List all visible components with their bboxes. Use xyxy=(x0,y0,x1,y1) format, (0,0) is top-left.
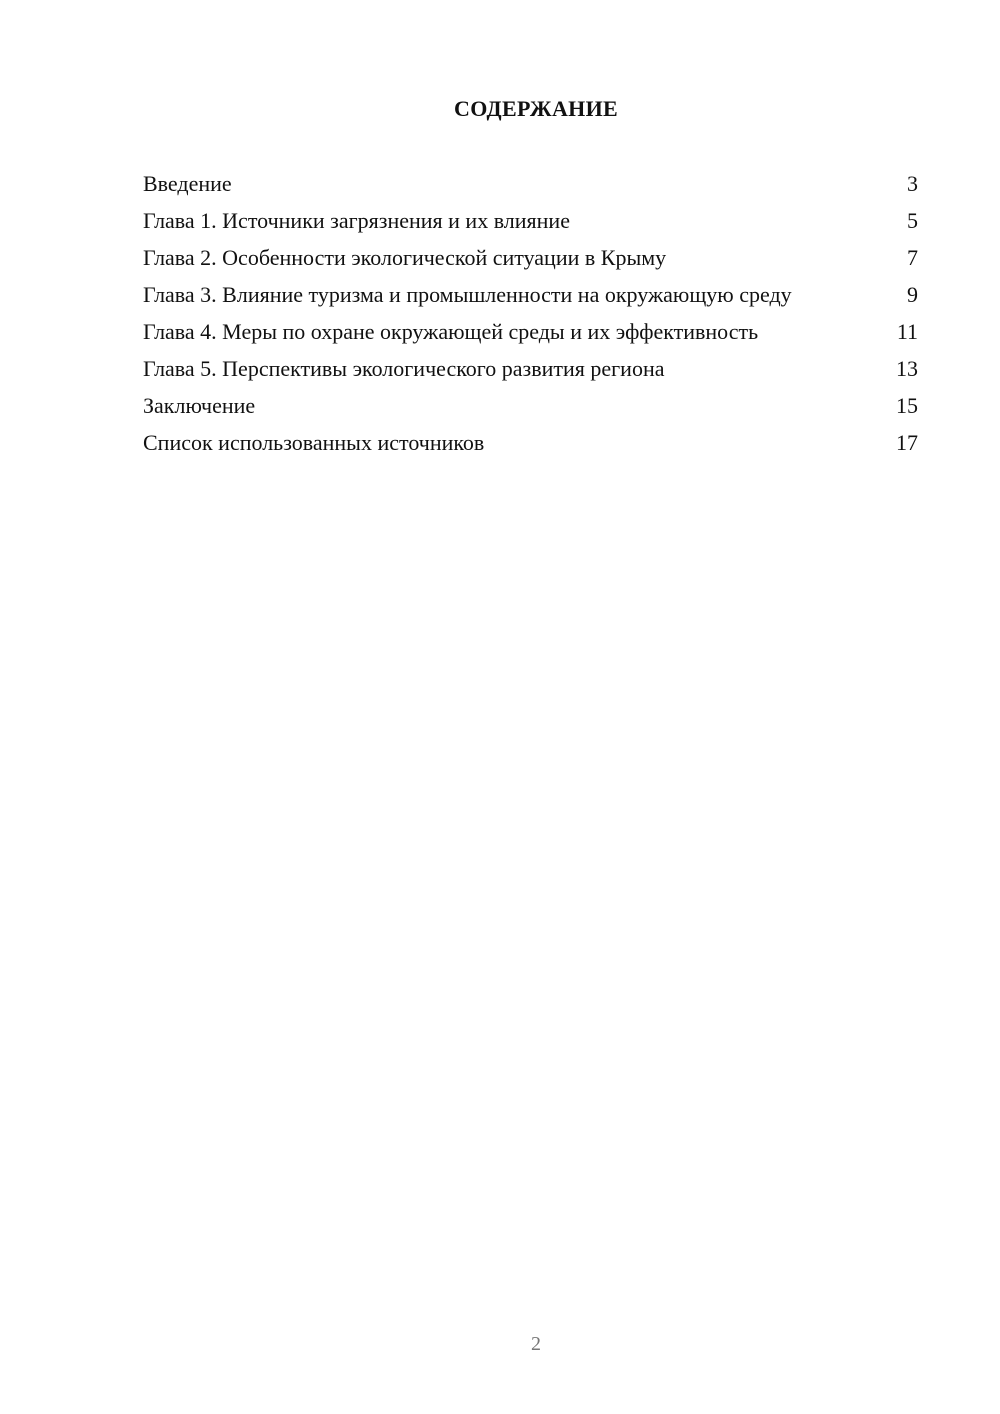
toc-item-chapter-2[interactable] xyxy=(143,244,918,271)
toc-item-page: 5 xyxy=(907,208,918,233)
toc-item-label: Глава 5. Перспективы экологического развития региона xyxy=(143,356,665,381)
toc-list xyxy=(143,170,918,466)
page-number: 2 xyxy=(531,1333,541,1355)
toc-item-page: 7 xyxy=(907,245,918,270)
toc-item-page: 17 xyxy=(896,430,918,455)
toc-item-page: 13 xyxy=(896,356,918,381)
toc-title: СОДЕРЖАНИЕ xyxy=(454,96,618,121)
toc-item-page: 11 xyxy=(896,319,918,344)
toc-item-label: Глава 4. Меры по охране окружающей среды и их эффективность xyxy=(143,319,759,344)
toc-item-page: 9 xyxy=(907,282,918,307)
toc-item-label: Глава 2. Особенности экологической ситуации в Крыму xyxy=(143,245,667,270)
toc-item-page: 15 xyxy=(896,393,918,418)
toc-item-label: Список использованных источников xyxy=(143,430,485,455)
toc-item-label: Глава 3. Влияние туризма и промышленности на окружающую среду xyxy=(143,282,792,307)
toc-item-chapter-4[interactable] xyxy=(143,318,918,345)
toc-item-conclusion[interactable] xyxy=(143,392,918,419)
toc-item-label: Глава 1. Источники загрязнения и их влияние xyxy=(143,208,570,233)
toc-item-chapter-5[interactable] xyxy=(143,355,918,382)
toc-item-introduction[interactable] xyxy=(143,170,918,197)
toc-item-page: 3 xyxy=(907,171,918,196)
toc-item-label: Заключение xyxy=(143,393,256,418)
toc-item-label: Введение xyxy=(143,171,232,196)
toc-item-references[interactable] xyxy=(143,429,918,456)
toc-item-chapter-3[interactable] xyxy=(143,281,918,308)
toc-item-chapter-1[interactable] xyxy=(143,207,918,234)
